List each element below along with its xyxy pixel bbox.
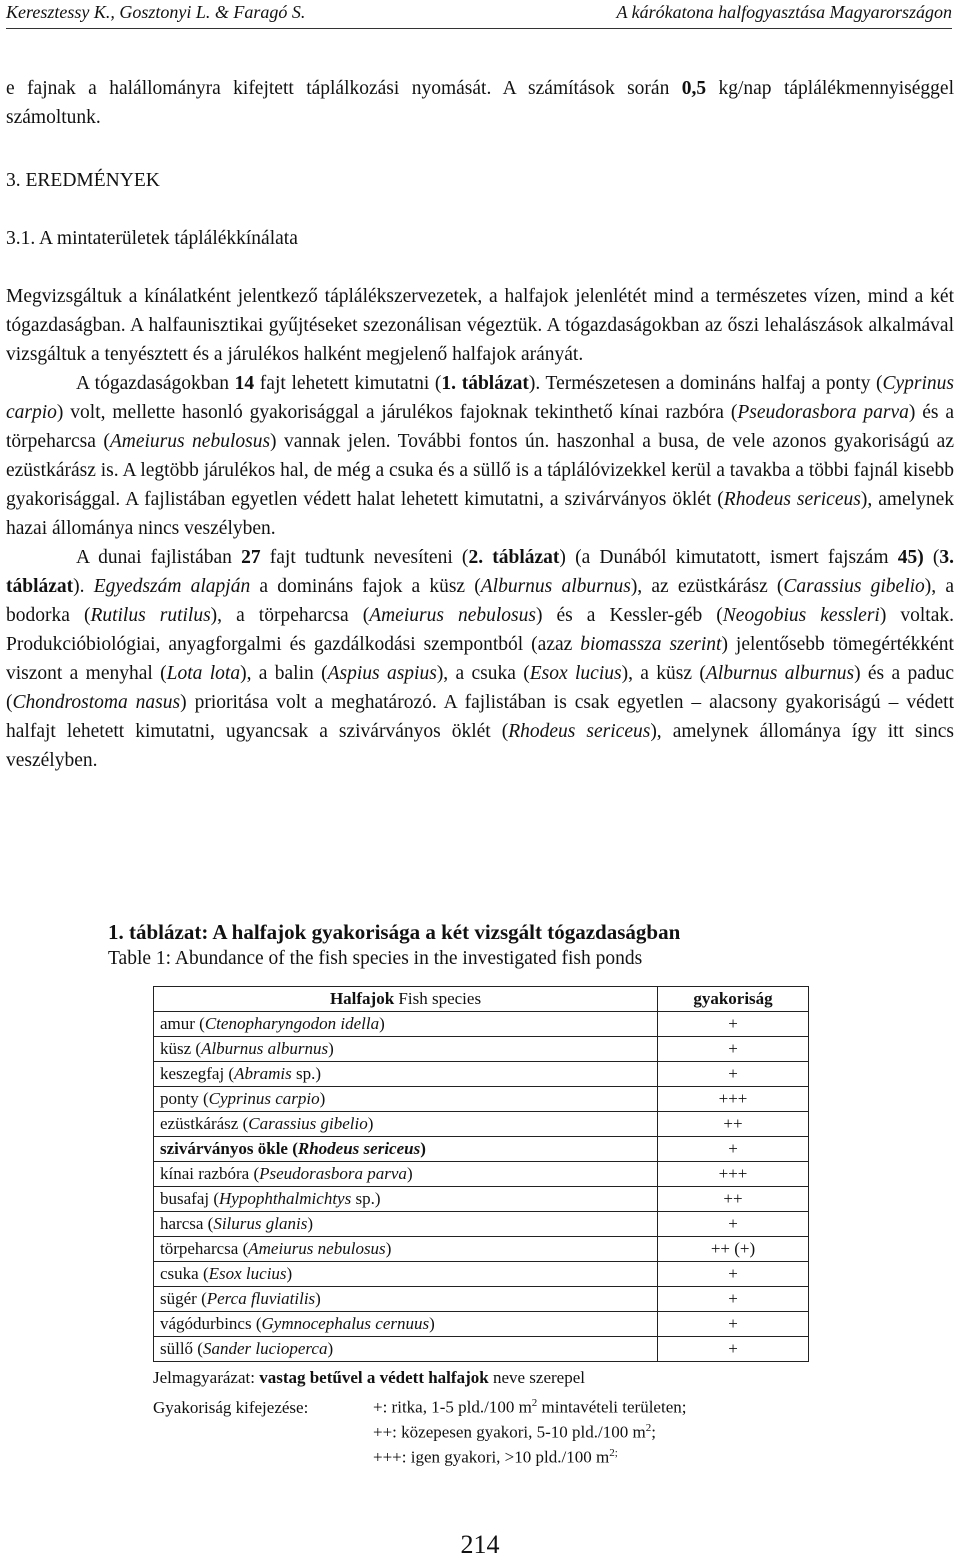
species-cell [154, 1112, 658, 1137]
col-species-header [154, 987, 658, 1012]
table-caption-hu: 1. táblázat: A halfajok gyakorisága a két vizsgált tógazdaságban [108, 920, 681, 944]
header-title: A kárókatona halfogyasztása Magyarországon [616, 2, 952, 22]
text-run: fajt tudtunk nevesíteni ( [260, 547, 469, 568]
table-row [154, 1012, 809, 1037]
text-run-italic: Lota lota [166, 663, 241, 684]
species-name: keszegfaj (Abramis sp.) [160, 1064, 321, 1083]
abundance-cell: +++ [658, 1162, 809, 1187]
scientific-name: Hypophthalmichtys [219, 1189, 352, 1208]
table-row [154, 1312, 809, 1337]
text-run-italic: Ameiurus nebulosus [369, 605, 536, 626]
scientific-name: Gymnocephalus cernuus [261, 1314, 430, 1333]
abundance-cell: + [658, 1062, 809, 1087]
text-run: a domináns fajok a küsz ( [250, 576, 481, 597]
legend-bold: vastag betűvel a védett halfajok [259, 1368, 489, 1387]
scientific-name: Alburnus alburnus [201, 1039, 329, 1058]
scientific-name: Sander lucioperca [202, 1339, 328, 1358]
abundance-cell: ++ [658, 1187, 809, 1212]
scientific-name: Pseudorasbora parva [259, 1164, 407, 1183]
legend-line-4 [153, 1441, 618, 1470]
legend-line-1 [153, 1366, 585, 1390]
legend-text: Jelmagyarázat: [153, 1368, 260, 1387]
header-authors: Keresztessy K., Gosztonyi L. & Faragó S. [6, 2, 306, 22]
table-row [154, 1212, 809, 1237]
species-name: amur (Ctenopharyngodon idella) [160, 1014, 385, 1033]
legend-sup: 2 [531, 1397, 538, 1409]
text-run-italic: Neogobius kessleri [722, 605, 880, 626]
text-run: ). Természetesen a domináns halfaj a ponty ( [528, 373, 883, 394]
legend-value: +++: igen gyakori, >10 pld./100 m [373, 1447, 610, 1467]
text-run: fajt lehetett kimutatni ( [254, 373, 442, 394]
species-name: busafaj (Hypophthalmichtys sp.) [160, 1189, 381, 1208]
subsection-heading: 3.1. A mintaterületek táplálékkínálata [6, 228, 298, 249]
legend-value: ++: közepesen gyakori, 5-10 pld./100 m [373, 1422, 646, 1442]
species-name: ezüstkárász (Carassius gibelio) [160, 1114, 374, 1133]
paragraph-3 [6, 543, 954, 775]
page-number: 214 [460, 1530, 500, 1559]
text-run: ), a küsz ( [621, 663, 706, 684]
table-row [154, 1037, 809, 1062]
species-name: szivárványos ökle (Rhodeus sericeus) [160, 1139, 426, 1158]
abundance-cell: + [658, 1312, 809, 1337]
text-run-bold: 14 [234, 373, 255, 394]
species-name: ponty (Cyprinus carpio) [160, 1089, 326, 1108]
scientific-name: Rhodeus sericeus [297, 1139, 421, 1158]
text-run: ) vannak jelen. További fontos ún. haszonhal a busa, de vele azonos gyakoriságú az ezüstkárász is. A legtöbb járulékos hal, de még a csuka és a süllő is a táplálóvizekkel kerül a tavakba a többi fajnál kisebb gyakorisággal. A fajlistában egyetlen védett halat lehetett kimutatni, a szivárványos öklét ( [6, 431, 954, 510]
col-abundance-header [658, 987, 809, 1012]
text-run-italic: Alburnus alburnus [705, 663, 855, 684]
text-run: A tógazdaságokban [76, 373, 235, 394]
text-run-bold: 45) [897, 547, 924, 568]
legend-key: Gyakoriság kifejezése: [153, 1397, 309, 1417]
text-run: ), a bodorka ( [6, 576, 954, 626]
text-run-italic: Rhodeus sericeus [508, 721, 651, 742]
table-body [154, 1012, 809, 1362]
abundance-cell: + [658, 1037, 809, 1062]
legend-value: mintavételi területen; [537, 1397, 687, 1417]
text-run: ) (a Dunából kimutatott, ismert fajszám [559, 547, 898, 568]
species-name: kínai razbóra (Pseudorasbora parva) [160, 1164, 413, 1183]
text-run-italic: Carassius gibelio [783, 576, 925, 597]
species-name: sügér (Perca fluviatilis) [160, 1289, 321, 1308]
section-heading: 3. EREDMÉNYEK [6, 170, 160, 191]
species-cell [154, 1037, 658, 1062]
text-run-bold: 27 [241, 547, 261, 568]
text-run-italic: Rutilus rutilus [90, 605, 211, 626]
text-run: e fajnak a halállományra kifejtett táplálkozási nyomását. A számítások során [6, 78, 682, 99]
species-cell [154, 1137, 658, 1162]
table-caption-en: Table 1: Abundance of the fish species in the investigated fish ponds [108, 948, 643, 969]
text-run: ). [73, 576, 94, 597]
intro-paragraph [6, 74, 954, 132]
text-run: ) és a törpeharcsa ( [6, 402, 954, 452]
table-row [154, 1287, 809, 1312]
legend-sup: 2; [609, 1447, 618, 1459]
text-run: ) voltak. Produkcióbiológiai, anyagforgalmi és gazdálkodási szempontból (azaz [6, 605, 954, 655]
text-run: ) és a Kessler-géb ( [535, 605, 723, 626]
running-header [6, 0, 952, 29]
abundance-cell: + [658, 1137, 809, 1162]
species-cell [154, 1312, 658, 1337]
abundance-cell: + [658, 1212, 809, 1237]
text-run-italic: Chondrostoma nasus [12, 692, 181, 713]
text-run: ), a csuka ( [436, 663, 530, 684]
text-run-bold: 2. táblázat [468, 547, 560, 568]
results-text [6, 282, 954, 775]
abundance-cell: + [658, 1337, 809, 1362]
text-run-italic: Egyedszám alapján [93, 576, 251, 597]
abundance-cell: + [658, 1012, 809, 1037]
header-rest: Fish species [394, 989, 482, 1008]
species-name: süllő (Sander lucioperca) [160, 1339, 334, 1358]
legend-sup: 2 [645, 1422, 652, 1434]
scientific-name: Carassius gibelio [248, 1114, 368, 1133]
text-run-bold: 1. táblázat [441, 373, 529, 394]
table-row [154, 1262, 809, 1287]
species-name: vágódurbincs (Gymnocephalus cernuus) [160, 1314, 435, 1333]
abundance-cell: +++ [658, 1087, 809, 1112]
text-run: ), amelynek hazai állománya nincs veszélyben. [6, 489, 954, 539]
fish-abundance-table [153, 986, 809, 1362]
species-cell [154, 1162, 658, 1187]
text-run-italic: Pseudorasbora parva [737, 402, 909, 423]
species-cell [154, 1337, 658, 1362]
table-row [154, 1112, 809, 1137]
text-run-bold: 0,5 [681, 78, 707, 99]
text-run: ( [923, 547, 940, 568]
scientific-name: Cyprinus carpio [208, 1089, 320, 1108]
header-bold: gyakoriság [693, 989, 773, 1008]
table-row [154, 1162, 809, 1187]
table-row [154, 1062, 809, 1087]
species-name: csuka (Esox lucius) [160, 1264, 293, 1283]
text-run: ) volt, mellette hasonló gyakorisággal a járulékos fajoknak tekinthető kínai razbóra ( [56, 402, 738, 423]
text-run-italic: Rhodeus sericeus [723, 489, 861, 510]
species-cell [154, 1262, 658, 1287]
table-row [154, 1137, 809, 1162]
legend-value: ; [651, 1422, 656, 1442]
legend-text: neve szerepel [488, 1368, 585, 1387]
paragraph-1: Megvizsgáltuk a kínálatként jelentkező táplálékszervezetek, a halfajok jelenlétét mind a természetes vízen, mind a két tógazdaságban. A halfaunisztikai gyűjtéseket szezonálisan végeztük. A tógazdaságokban az őszi lehalászások alkalmával vizsgáltuk a tenyésztett és a járulékos halként megjelenő halfajok arányát. [6, 286, 954, 365]
text-run: A dunai fajlistában [76, 547, 242, 568]
text-run-italic: Esox lucius [529, 663, 622, 684]
text-run: ), a törpeharcsa ( [210, 605, 370, 626]
species-cell [154, 1062, 658, 1087]
scientific-name: Esox lucius [208, 1264, 287, 1283]
paragraph-2 [6, 369, 954, 543]
text-run: ) és a paduc ( [6, 663, 955, 713]
table-row [154, 1237, 809, 1262]
species-name: harcsa (Silurus glanis) [160, 1214, 313, 1233]
species-name: törpeharcsa (Ameiurus nebulosus) [160, 1239, 392, 1258]
species-cell [154, 1187, 658, 1212]
scientific-name: Perca fluviatilis [206, 1289, 316, 1308]
text-run: kg/nap táplálékmennyiséggel számoltunk. [6, 78, 954, 128]
text-run: ), a balin ( [240, 663, 328, 684]
text-run-bold: 3. táblázat [6, 547, 955, 597]
scientific-name: Silurus glanis [213, 1214, 308, 1233]
text-run: ), az ezüstkárász ( [630, 576, 784, 597]
text-run-italic: Cyprinus carpio [6, 373, 954, 423]
scientific-name: Ameiurus nebulosus [248, 1239, 386, 1258]
table-row [154, 1337, 809, 1362]
text-run-italic: biomassza szerint [580, 634, 722, 655]
text-run-italic: Ameiurus nebulosus [109, 431, 271, 452]
abundance-cell: ++ [658, 1112, 809, 1137]
table-row [154, 1187, 809, 1212]
text-run: ), amelynek állománya így itt sincs veszélyben. [6, 721, 954, 771]
header-bold: Halfajok [329, 989, 395, 1008]
scientific-name: Abramis [234, 1064, 292, 1083]
text-run: ) prioritása volt a meghatározó. A fajlistában is csak egyetlen – alacsony gyakoriságú – védett halfajt lehetett kimutatni, ugyancsak a szivárványos öklét ( [6, 692, 955, 742]
species-cell [154, 1012, 658, 1037]
species-cell [154, 1087, 658, 1112]
text-run-italic: Aspius aspius [327, 663, 437, 684]
species-cell [154, 1287, 658, 1312]
species-cell [154, 1237, 658, 1262]
text-run: ) jelentősebb tömegértékként viszont a menyhal ( [6, 634, 954, 684]
text-run-italic: Alburnus alburnus [480, 576, 631, 597]
abundance-cell: + [658, 1287, 809, 1312]
abundance-cell: ++ (+) [658, 1237, 809, 1262]
species-name: küsz (Alburnus alburnus) [160, 1039, 334, 1058]
table-header-row [154, 987, 809, 1012]
scientific-name: Ctenopharyngodon idella [204, 1014, 380, 1033]
table-row [154, 1087, 809, 1112]
legend-value: +: ritka, 1-5 pld./100 m [373, 1397, 532, 1417]
species-cell [154, 1212, 658, 1237]
abundance-cell: + [658, 1262, 809, 1287]
